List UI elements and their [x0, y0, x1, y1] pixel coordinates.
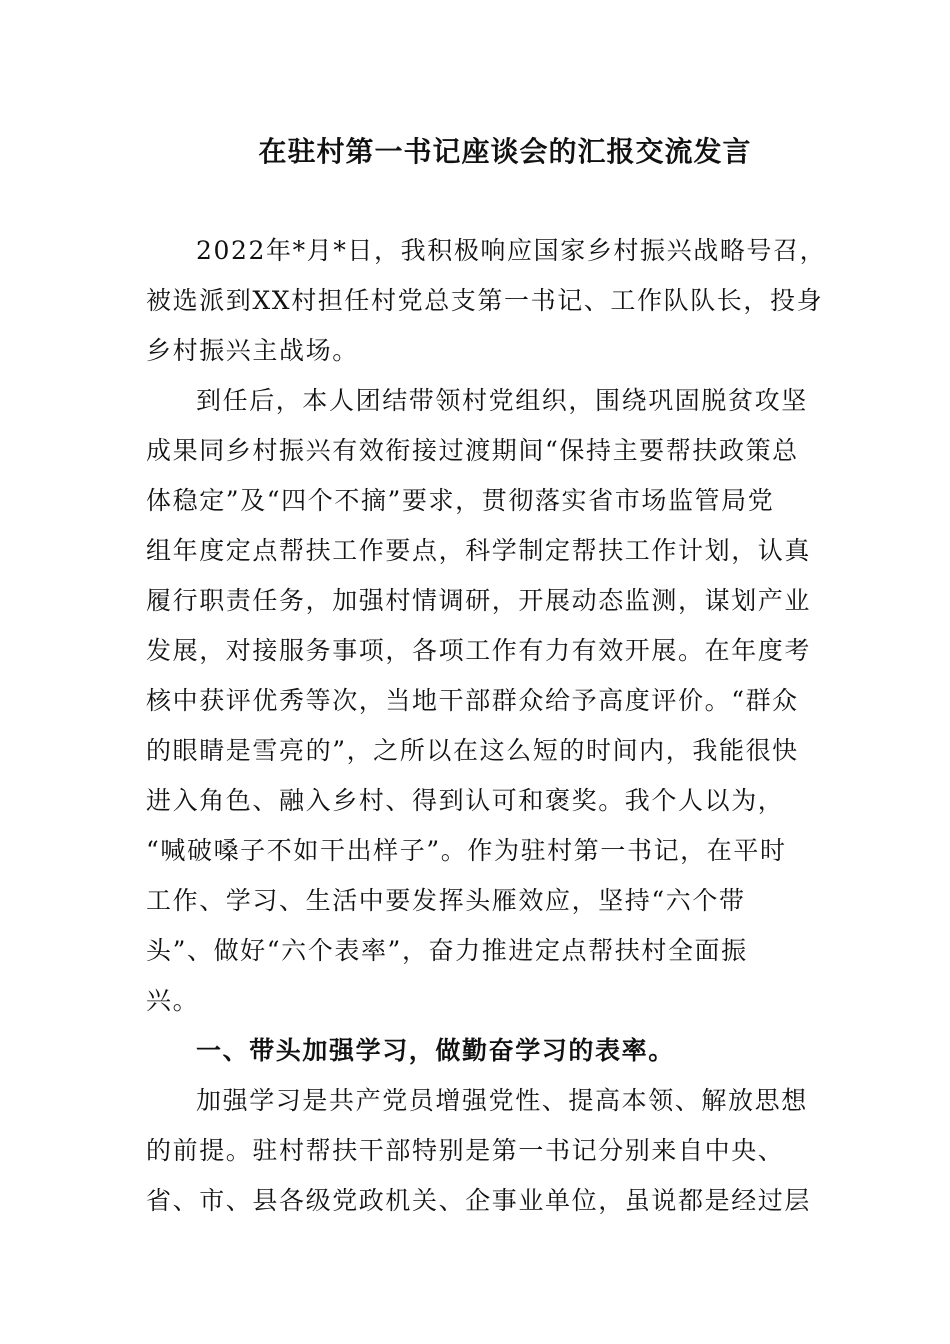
paragraph-3-line-1: 加强学习是共产党员增强党性、提高本领、解放思想 — [196, 1086, 808, 1115]
paragraph-2-line-6: 发展，对接服务事项，各项工作有力有效开展。在年度考 — [146, 636, 812, 665]
paragraph-2-line-1: 到任后，本人团结带领村党组织，围绕巩固脱贫攻坚 — [196, 386, 808, 415]
paragraph-1-line-3: 乡村振兴主战场。 — [146, 336, 359, 365]
section-heading-1: 一、带头加强学习，做勤奋学习的表率。 — [196, 1036, 675, 1065]
paragraph-3-line-2: 的前提。驻村帮扶干部特别是第一书记分别来自中央、 — [146, 1136, 785, 1165]
paragraph-2-line-7: 核中获评优秀等次，当地干部群众给予高度评价。“群众 — [146, 686, 799, 715]
paragraph-2-line-11: 工作、学习、生活中要发挥头雁效应，坚持“六个带 — [146, 886, 746, 915]
paragraph-2-line-5: 履行职责任务，加强村情调研，开展动态监测，谋划产业 — [146, 586, 812, 615]
paragraph-2-line-13: 兴。 — [146, 986, 200, 1015]
paragraph-2-line-2: 成果同乡村振兴有效衔接过渡期间“保持主要帮扶政策总 — [146, 436, 799, 465]
paragraph-3-line-3: 省、市、县各级党政机关、企事业单位，虽说都是经过层 — [146, 1186, 812, 1215]
document-title: 在驻村第一书记座谈会的汇报交流发言 — [258, 135, 752, 168]
paragraph-2-line-4: 组年度定点帮扶工作要点，科学制定帮扶工作计划，认真 — [146, 536, 812, 565]
paragraph-2-line-9: 进入角色、融入乡村、得到认可和褒奖。我个人以为， — [146, 786, 785, 815]
paragraph-2-line-8: 的眼睛是雪亮的”，之所以在这么短的时间内，我能很快 — [146, 736, 799, 765]
paragraph-2-line-10: “喊破嗓子不如干出样子”。作为驻村第一书记，在平时 — [146, 836, 787, 865]
paragraph-2-line-12: 头”、做好“六个表率”，奋力推进定点帮扶村全面振 — [146, 936, 748, 965]
paragraph-1-line-1: 2022年*月*日，我积极响应国家乡村振兴战略号召， — [196, 236, 827, 265]
paragraph-2-line-3: 体稳定”及“四个不摘”要求，贯彻落实省市场监管局党 — [146, 486, 775, 515]
paragraph-1-line-2: 被选派到XX村担任村党总支第一书记、工作队队长，投身 — [146, 286, 824, 315]
